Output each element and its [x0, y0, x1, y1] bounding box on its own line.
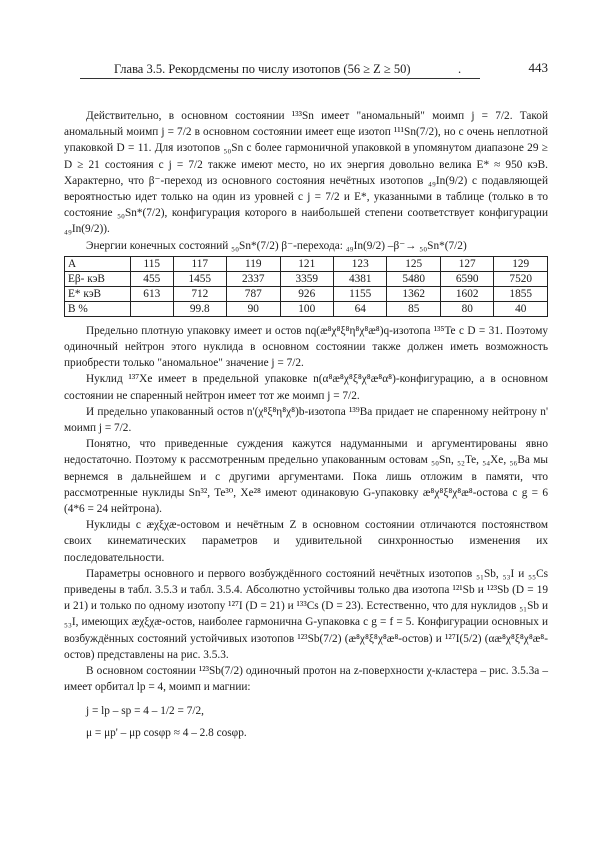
paragraph: Нуклид ¹³⁷Xe имеет в предельной упаковке n(α⁸æ⁸χ⁸ξ⁸χ⁸æ⁸α⁸)-конфигурацию, а в основном состоянии не спаренный нейтрон имеет тот же моимп j = 7/2.: [64, 373, 548, 402]
paragraph: Нуклиды с æχξχæ-остовом и нечётным Z в основном состоянии отличаются постоянством своих кинематических параметров и удивительной синхронностью изменения их последовательности.: [64, 519, 548, 564]
header-rule: [80, 78, 480, 79]
table-cell: 7520: [494, 271, 548, 286]
page-body: [64, 108, 548, 744]
table-cell: 2337: [227, 271, 280, 286]
formula-mu: μ = μp' – μp cosφp ≈ 4 – 2.8 cosφp.: [86, 726, 247, 739]
table-row: [65, 301, 548, 316]
table-cell: 119: [227, 256, 280, 271]
table-row: [65, 286, 548, 301]
table-cell: 455: [131, 271, 174, 286]
table-cell: 40: [494, 301, 548, 316]
paragraph: Параметры основного и первого возбуждённого состояний нечётных изотопов ₅₁Sb, ₅₃I и ₅₅Cs приведены в табл. 3.5.3 и табл. 3.5.4. Абсолютно устойчивы только два изотопа ¹²¹Sb и ¹²³Sb (D = 19 и 21) и только по одному изотопу ¹²⁷I (D = 21) и ¹³³Cs (D = 23). Естественно, что для нуклидов ₅₁Sb и ₅₃I, имеющих æχξχæ-остов, наиболее гармонична G-упаковка с g = f = 5. Конфигурации основных и возбуждённых состояний устойчивых изотопов ¹²³Sb(7/2) (æ⁸χ⁸ξ⁸χ⁸æ⁸-остов) и ¹²⁷I(5/2) (αæ⁸χ⁸ξ⁸χ⁸æ⁸-остов) представлены на рис. 3.5.3.: [64, 567, 548, 661]
table-cell: 1455: [173, 271, 226, 286]
table-cell: 121: [280, 256, 333, 271]
table-cell: 1362: [387, 286, 440, 301]
table-cell: 127: [440, 256, 493, 271]
table-cell: 115: [131, 256, 174, 271]
table-caption: Энергии конечных состояний ₅₀Sn*(7/2) β⁻-перехода: ₄₉In(9/2) –β⁻→ ₅₀Sn*(7/2): [86, 239, 467, 252]
table-cell: 613: [131, 286, 174, 301]
table-cell: [131, 301, 174, 316]
table-cell: 85: [387, 301, 440, 316]
table-cell: 1602: [440, 286, 493, 301]
table-cell: 90: [227, 301, 280, 316]
row-label: A: [65, 256, 131, 271]
table-cell: 129: [494, 256, 548, 271]
paragraph: Понятно, что приведенные суждения кажутся надуманными и аргументированы явно недостаточно. Поэтому к рассмотренным предельно упакованным остовам ₅₀Sn, ₅₂Te, ₅₄Xe, ₅₆Ba мы вернемся в дальнейшем и с другими аргументами. Пока лишь отложим в памяти, что рассмотренные нуклиды Sn³², Te³⁰, Xe²⁸ имеют одинаковую G-упаковку æ⁸χ⁸ξ⁸χ⁸æ⁸-остова с g = 6 (4*6 = 24 нейтрона).: [64, 438, 548, 516]
page-number: 443: [528, 60, 548, 75]
paragraph: И предельно упакованный остов n'(χ⁸ξ⁸η⁸χ⁸)b-изотопа ¹³⁹Ba придает не спаренному нейтрону n' моимп j = 7/2.: [64, 405, 548, 435]
table-cell: 80: [440, 301, 493, 316]
table-cell: 123: [334, 256, 387, 271]
row-label: E* кэВ: [65, 286, 131, 301]
table-cell: 125: [387, 256, 440, 271]
table-cell: 99.8: [173, 301, 226, 316]
table-cell: 1855: [494, 286, 548, 301]
paragraph: Предельно плотную упаковку имеет и остов nq(æ⁸χ⁸ξ⁸η⁸χ⁸æ⁸)q-изотопа ¹³⁵Te с D = 31. Поэтому одиночный нейтрон этого нуклида в основном состоянии также должен иметь возможность приобрести только "аномальное" значение j = 7/2.: [64, 324, 548, 370]
table-cell: 787: [227, 286, 280, 301]
table-cell: 100: [280, 301, 333, 316]
paragraph: Действительно, в основном состоянии ¹³³Sn имеет "аномальный" моимп j = 7/2. Такой аномальный моимп j = 7/2 в основном состоянии имеет еще изотоп ¹¹¹Sn(7/2), но с очень неплотной упаковкой D = 11. Для изотопов ₅₀Sn с более гармоничной упаковкой в упомянутом диапазоне 29 ≥ D ≥ 21 состояния с j = 7/2 также имеют место, но их энергия довольно велика E* ≈ 950 кэВ. Характерно, что β⁻-переход из основного состояния нечётных изотопов ₄₉In(9/2) с подавляющей вероятностью идет только на один из уровней c j = 7/2 и E*, указанными в таблице (только в то состояние ₅₀Sn*(7/2), конфигурация которого в наибольшей степени соответствует конфигурации ₄₉In(9/2)).: [64, 110, 548, 236]
table-cell: 712: [173, 286, 226, 301]
table-cell: 6590: [440, 271, 493, 286]
header-period: .: [458, 62, 462, 76]
chapter-title: Глава 3.5. Рекордсмены по числу изотопов (56 ≥ Z ≥ 50): [114, 62, 411, 76]
energy-table: [64, 256, 548, 317]
formula-j: j = lp – sp = 4 – 1/2 = 7/2,: [86, 704, 204, 717]
table-cell: 926: [280, 286, 333, 301]
table-cell: 4381: [334, 271, 387, 286]
table-row: [65, 256, 548, 271]
table-cell: 64: [334, 301, 387, 316]
table-cell: 1155: [334, 286, 387, 301]
table-row: [65, 271, 548, 286]
table-cell: 117: [173, 256, 226, 271]
paragraph: В основном состоянии ¹²³Sb(7/2) одиночный протон на z-поверхности χ-кластера – рис. 3.5.3а – имеет орбитал lp = 4, моимп и магнии:: [64, 665, 548, 694]
row-label: B %: [65, 301, 131, 316]
row-label: Eβ- кэВ: [65, 271, 131, 286]
table-cell: 3359: [280, 271, 333, 286]
table-cell: 5480: [387, 271, 440, 286]
page-header: [66, 62, 548, 80]
